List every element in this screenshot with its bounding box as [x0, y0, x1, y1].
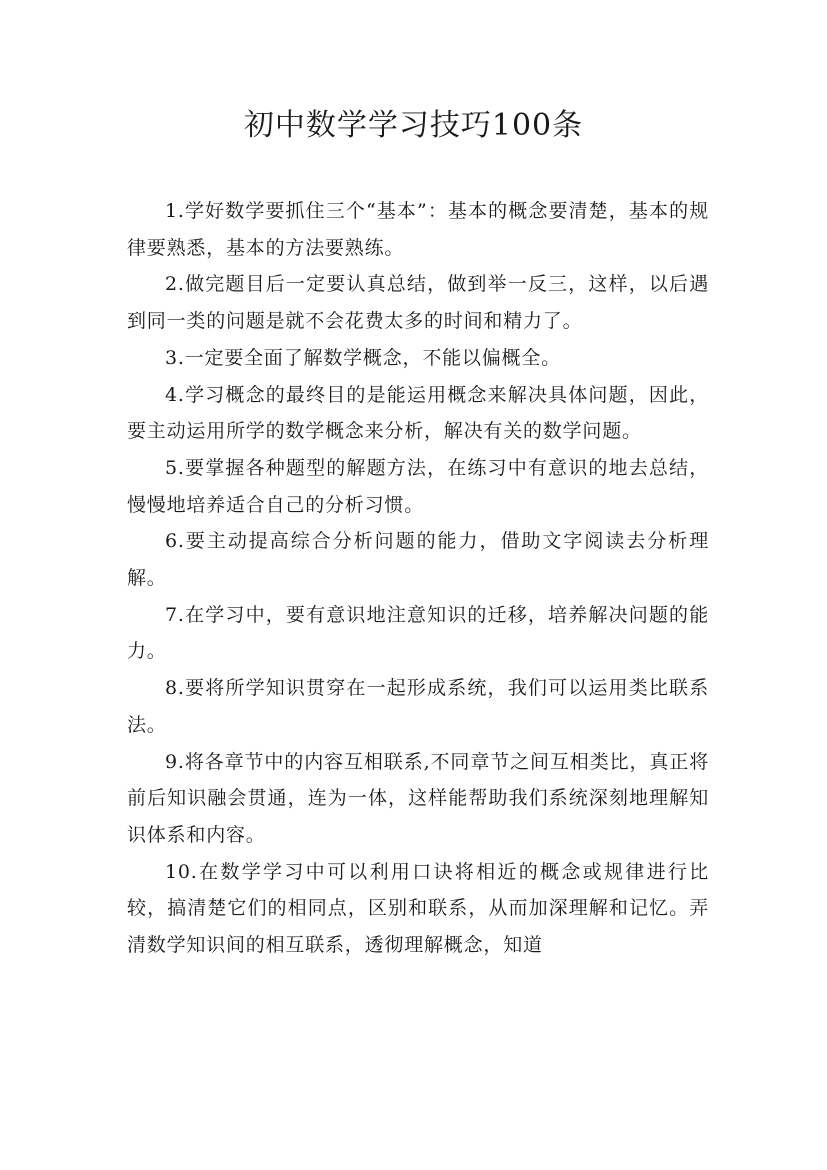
paragraph-5: 5.要掌握各种题型的解题方法，在练习中有意识的地去总结，慢慢地培养适合自己的分析习惯。: [127, 456, 709, 516]
paragraph-2: 2.做完题目后一定要认真总结，做到举一反三，这样，以后遇到同一类的问题是就不会花费太多的时间和精力了。: [127, 273, 709, 333]
paragraph-1: 1.学好数学要抓住三个“基本”：基本的概念要清楚，基本的规律要熟悉，基本的方法要熟练。: [127, 200, 709, 259]
paragraph-3: 3.一定要全面了解数学概念，不能以偏概全。: [165, 346, 561, 369]
paragraph-10: 10.在数学学习中可以利用口诀将相近的概念或规律进行比较，搞清楚它们的相同点，区别和联系，从而加深理解和记忆。弄清数学知识间的相互联系，透彻理解概念，知道: [127, 860, 709, 957]
document-body: [127, 193, 709, 964]
document-title: 初中数学学习技巧100条: [243, 108, 584, 143]
paragraph-4: 4.学习概念的最终目的是能运用概念来解决具体问题，因此，要主动运用所学的数学概念来分析，解决有关的数学问题。: [127, 383, 709, 443]
paragraph-6: 6.要主动提高综合分析问题的能力，借助文字阅读去分析理解。: [127, 530, 709, 590]
paragraph-9: 9.将各章节中的内容互相联系,不同章节之间互相类比，真正将前后知识融会贯通，连为一体，这样能帮助我们系统深刻地理解知识体系和内容。: [127, 750, 709, 846]
paragraph-8: 8.要将所学知识贯穿在一起形成系统，我们可以运用类比联系法。: [127, 677, 709, 736]
paragraph-7: 7.在学习中，要有意识地注意知识的迁移，培养解决问题的能力。: [127, 603, 709, 663]
